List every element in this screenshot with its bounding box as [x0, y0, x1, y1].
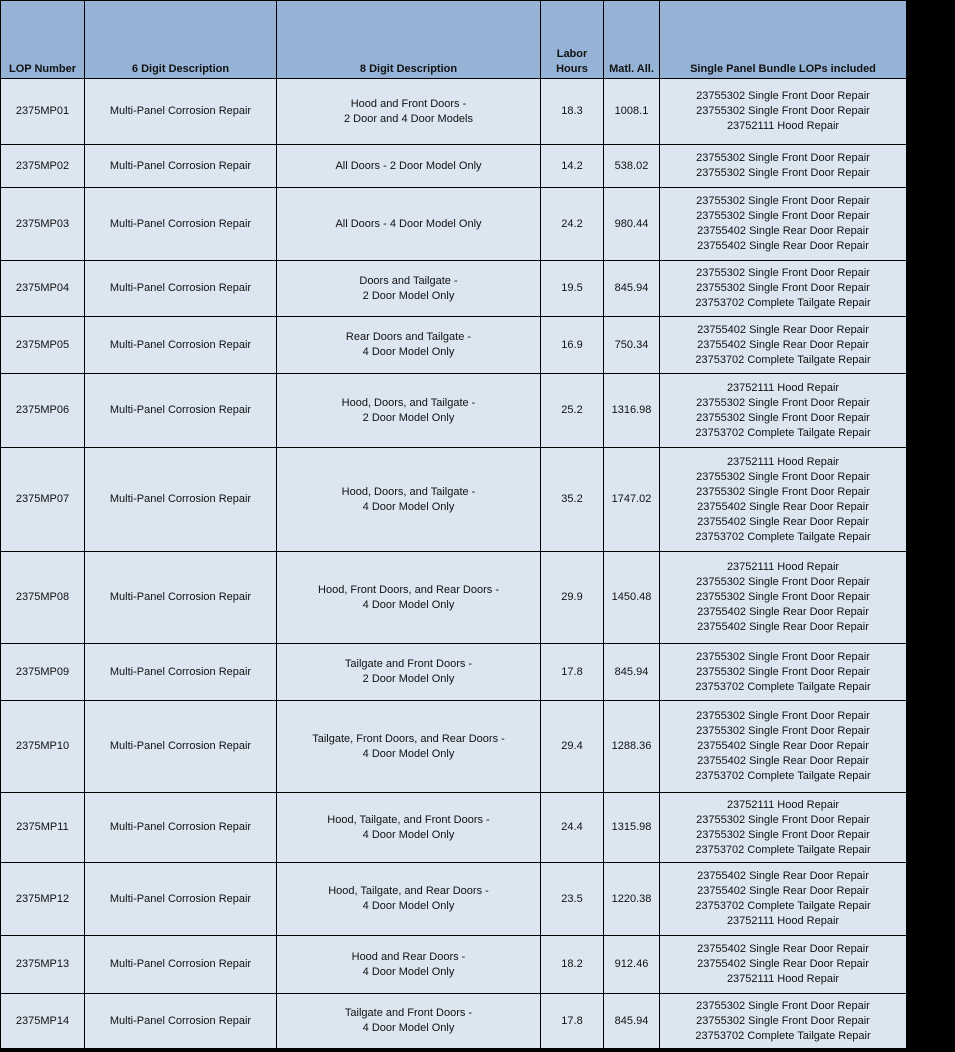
header-single-panel-bundle: Single Panel Bundle LOPs included	[660, 1, 907, 79]
bundle-lop-line: 23755302 Single Front Door Repair	[696, 650, 870, 663]
header-labor-hours	[541, 1, 604, 79]
description-line: 4 Door Model Only	[362, 500, 455, 513]
lop-number-cell: 2375MP03	[1, 188, 85, 261]
six-digit-description-cell: Multi-Panel Corrosion Repair	[85, 374, 277, 448]
bundle-lop-line: 23755402 Single Rear Door Repair	[697, 240, 869, 252]
table-row	[1, 793, 907, 863]
table-row	[1, 374, 907, 448]
matl-all-cell: 845.94	[604, 644, 660, 701]
bundle-lops-cell	[660, 79, 907, 145]
bundle-lop-line: 23755402 Single Rear Door Repair	[697, 958, 869, 970]
description-line: 4 Door Model Only	[362, 346, 455, 358]
bundle-lop-line: 23755302 Single Front Door Repair	[696, 195, 870, 207]
bundle-lop-line: 23755402 Single Rear Door Repair	[697, 621, 869, 633]
bundle-lop-line: 23755302 Single Front Door Repair	[696, 665, 870, 678]
bundle-lops-cell	[660, 188, 907, 261]
lop-number-cell: 2375MP14	[1, 994, 85, 1049]
labor-hours-cell: 24.2	[541, 188, 604, 261]
table-row	[1, 701, 907, 793]
bundle-lop-line: 23755302 Single Front Door Repair	[696, 813, 870, 826]
description-line: Hood, Doors, and Tailgate -	[341, 396, 476, 409]
bundle-lop-line: 23753702 Complete Tailgate Repair	[695, 297, 871, 309]
eight-digit-description-cell	[277, 701, 541, 793]
table-row	[1, 448, 907, 552]
bundle-lop-line: 23755302 Single Front Door Repair	[696, 167, 870, 179]
bundle-lops-cell	[660, 448, 907, 552]
bundle-lop-line: 23755402 Single Rear Door Repair	[697, 500, 869, 513]
matl-all-cell: 1008.1	[604, 79, 660, 145]
description-line: Hood, Tailgate, and Rear Doors -	[328, 885, 489, 897]
header-lop-number: LOP Number	[1, 1, 85, 79]
six-digit-description-cell: Multi-Panel Corrosion Repair	[85, 994, 277, 1049]
eight-digit-description-cell	[277, 448, 541, 552]
matl-all-cell: 1747.02	[604, 448, 660, 552]
bundle-lop-line: 23753702 Complete Tailgate Repair	[695, 1029, 871, 1042]
labor-hours-cell: 24.4	[541, 793, 604, 863]
bundle-lop-line: 23755302 Single Front Door Repair	[696, 210, 870, 222]
bundle-lop-line: 23755402 Single Rear Door Repair	[697, 323, 869, 336]
bundle-lop-line: 23752111 Hood Repair	[726, 798, 840, 811]
description-line: All Doors - 4 Door Model Only	[335, 217, 482, 230]
bundle-lop-line: 23755302 Single Front Door Repair	[696, 282, 870, 294]
matl-all-cell: 845.94	[604, 261, 660, 317]
bundle-lops-cell	[660, 145, 907, 188]
labor-hours-cell: 25.2	[541, 374, 604, 448]
labor-hours-cell: 18.2	[541, 936, 604, 994]
bundle-lops-cell	[660, 317, 907, 374]
description-line: Hood and Rear Doors -	[351, 950, 466, 963]
bundle-lop-line: 23753702 Complete Tailgate Repair	[695, 426, 871, 439]
header-row	[1, 1, 907, 79]
matl-all-cell: 1450.48	[604, 552, 660, 644]
bundle-lop-line: 23752111 Hood Repair	[726, 381, 840, 394]
bundle-lop-line: 23755402 Single Rear Door Repair	[697, 755, 869, 767]
lop-number-cell: 2375MP06	[1, 374, 85, 448]
description-line: Hood, Front Doors, and Rear Doors -	[318, 583, 499, 596]
lop-number-cell: 2375MP08	[1, 552, 85, 644]
labor-hours-cell: 18.3	[541, 79, 604, 145]
bundle-lop-line: 23752111 Hood Repair	[726, 973, 840, 985]
labor-hours-cell: 29.9	[541, 552, 604, 644]
bundle-lop-line: 23752111 Hood Repair	[726, 120, 840, 132]
description-line: All Doors - 2 Door Model Only	[335, 159, 482, 172]
bundle-lop-line: 23752111 Hood Repair	[726, 561, 840, 573]
bundle-lops-cell	[660, 994, 907, 1049]
six-digit-description-cell: Multi-Panel Corrosion Repair	[85, 644, 277, 701]
description-line: 4 Door Model Only	[362, 828, 455, 841]
bundle-lops-cell	[660, 701, 907, 793]
six-digit-description-cell: Multi-Panel Corrosion Repair	[85, 317, 277, 374]
eight-digit-description-cell	[277, 863, 541, 936]
table-row	[1, 994, 907, 1049]
header-6-digit-description: 6 Digit Description	[85, 1, 277, 79]
description-line: Hood and Front Doors -	[350, 97, 467, 110]
eight-digit-description-cell	[277, 79, 541, 145]
bundle-lop-line: 23755402 Single Rear Door Repair	[697, 943, 869, 955]
bundle-lop-line: 23752111 Hood Repair	[726, 455, 840, 468]
matl-all-cell: 980.44	[604, 188, 660, 261]
description-line: 4 Door Model Only	[362, 1022, 455, 1034]
table-row	[1, 188, 907, 261]
bundle-lops-cell	[660, 644, 907, 701]
labor-hours-cell: 16.9	[541, 317, 604, 374]
matl-all-cell: 1220.38	[604, 863, 660, 936]
bundle-lop-line: 23752111 Hood Repair	[726, 915, 840, 927]
description-line: 2 Door Model Only	[362, 411, 455, 424]
labor-hours-cell: 19.5	[541, 261, 604, 317]
description-line: Tailgate and Front Doors -	[344, 658, 473, 670]
eight-digit-description-cell	[277, 188, 541, 261]
description-line: 4 Door Model Only	[362, 598, 455, 611]
lop-number-cell: 2375MP04	[1, 261, 85, 317]
bundle-lop-line: 23755302 Single Front Door Repair	[696, 105, 870, 117]
description-line: Doors and Tailgate -	[359, 274, 458, 287]
matl-all-cell: 845.94	[604, 994, 660, 1049]
table-row	[1, 863, 907, 936]
bundle-lop-line: 23755302 Single Front Door Repair	[696, 411, 870, 424]
bundle-lop-line: 23755302 Single Front Door Repair	[696, 576, 870, 588]
matl-all-cell: 750.34	[604, 317, 660, 374]
labor-hours-cell: 14.2	[541, 145, 604, 188]
bundle-lop-line: 23755302 Single Front Door Repair	[696, 725, 870, 737]
eight-digit-description-cell	[277, 936, 541, 994]
six-digit-description-cell: Multi-Panel Corrosion Repair	[85, 863, 277, 936]
six-digit-description-cell: Multi-Panel Corrosion Repair	[85, 936, 277, 994]
bundle-lop-line: 23755302 Single Front Door Repair	[696, 710, 870, 722]
table-row	[1, 936, 907, 994]
bundle-lops-cell	[660, 374, 907, 448]
eight-digit-description-cell	[277, 261, 541, 317]
lop-number-cell: 2375MP09	[1, 644, 85, 701]
matl-all-cell: 1315.98	[604, 793, 660, 863]
description-line: Hood, Doors, and Tailgate -	[341, 485, 476, 498]
bundle-lop-line: 23755302 Single Front Door Repair	[696, 267, 870, 279]
lop-number-cell: 2375MP13	[1, 936, 85, 994]
bundle-lops-cell	[660, 863, 907, 936]
bundle-lops-cell	[660, 936, 907, 994]
lop-number-cell: 2375MP05	[1, 317, 85, 374]
matl-all-cell: 912.46	[604, 936, 660, 994]
labor-hours-cell: 17.8	[541, 644, 604, 701]
bundle-lop-line: 23755402 Single Rear Door Repair	[697, 606, 869, 618]
table-row	[1, 317, 907, 374]
bundle-lop-line: 23755302 Single Front Door Repair	[696, 1014, 870, 1027]
six-digit-description-cell: Multi-Panel Corrosion Repair	[85, 79, 277, 145]
bundle-lop-line: 23755302 Single Front Door Repair	[696, 591, 870, 603]
six-digit-description-cell: Multi-Panel Corrosion Repair	[85, 188, 277, 261]
table-body	[1, 79, 907, 1049]
bundle-lop-line: 23755302 Single Front Door Repair	[696, 396, 870, 409]
description-line: 2 Door Model Only	[362, 289, 455, 302]
table-row	[1, 552, 907, 644]
bundle-lop-line: 23755302 Single Front Door Repair	[696, 999, 870, 1012]
description-line: 2 Door and 4 Door Models	[343, 112, 473, 125]
eight-digit-description-cell	[277, 317, 541, 374]
bundle-lop-line: 23755402 Single Rear Door Repair	[697, 225, 869, 237]
labor-hours-cell: 29.4	[541, 701, 604, 793]
description-line: Tailgate and Front Doors -	[344, 1007, 473, 1019]
six-digit-description-cell: Multi-Panel Corrosion Repair	[85, 261, 277, 317]
lop-number-cell: 2375MP02	[1, 145, 85, 188]
matl-all-cell: 538.02	[604, 145, 660, 188]
bundle-lop-line: 23753702 Complete Tailgate Repair	[695, 843, 871, 856]
bundle-lop-line: 23755302 Single Front Door Repair	[696, 90, 870, 102]
labor-hours-cell: 17.8	[541, 994, 604, 1049]
bundle-lop-line: 23755302 Single Front Door Repair	[696, 828, 870, 841]
description-line: 4 Door Model Only	[362, 900, 455, 912]
description-line: 4 Door Model Only	[362, 747, 455, 760]
table-row	[1, 145, 907, 188]
six-digit-description-cell: Multi-Panel Corrosion Repair	[85, 552, 277, 644]
header-matl-all: Matl. All.	[604, 1, 660, 79]
matl-all-cell: 1316.98	[604, 374, 660, 448]
six-digit-description-cell: Multi-Panel Corrosion Repair	[85, 145, 277, 188]
lop-number-cell: 2375MP11	[1, 793, 85, 863]
description-line: Hood, Tailgate, and Front Doors -	[327, 813, 490, 826]
bundle-lop-line: 23753702 Complete Tailgate Repair	[695, 530, 871, 543]
table-header	[1, 1, 907, 79]
bundle-lop-line: 23755302 Single Front Door Repair	[696, 152, 870, 164]
eight-digit-description-cell	[277, 793, 541, 863]
bundle-lop-line: 23755402 Single Rear Door Repair	[697, 885, 869, 897]
bundle-lop-line: 23755402 Single Rear Door Repair	[697, 338, 869, 351]
description-line: Tailgate, Front Doors, and Rear Doors -	[312, 732, 505, 745]
header-labor-hours-line: Hours	[556, 63, 588, 75]
six-digit-description-cell: Multi-Panel Corrosion Repair	[85, 793, 277, 863]
bundle-lop-line: 23753702 Complete Tailgate Repair	[695, 353, 871, 366]
lop-number-cell: 2375MP10	[1, 701, 85, 793]
eight-digit-description-cell	[277, 552, 541, 644]
eight-digit-description-cell	[277, 374, 541, 448]
lop-number-cell: 2375MP01	[1, 79, 85, 145]
bundle-lops-cell	[660, 261, 907, 317]
bundle-lop-line: 23755402 Single Rear Door Repair	[697, 740, 869, 752]
bundle-lop-line: 23755402 Single Rear Door Repair	[697, 870, 869, 882]
table-row	[1, 261, 907, 317]
header-labor-hours-line: Labor	[556, 48, 588, 60]
description-line: 2 Door Model Only	[362, 673, 455, 685]
eight-digit-description-cell	[277, 994, 541, 1049]
labor-hours-cell: 23.5	[541, 863, 604, 936]
lop-number-cell: 2375MP07	[1, 448, 85, 552]
description-line: Rear Doors and Tailgate -	[345, 331, 472, 343]
six-digit-description-cell: Multi-Panel Corrosion Repair	[85, 448, 277, 552]
table-row	[1, 644, 907, 701]
six-digit-description-cell: Multi-Panel Corrosion Repair	[85, 701, 277, 793]
matl-all-cell: 1288.36	[604, 701, 660, 793]
bundle-lops-cell	[660, 552, 907, 644]
header-8-digit-description: 8 Digit Description	[277, 1, 541, 79]
lop-number-cell: 2375MP12	[1, 863, 85, 936]
description-line: 4 Door Model Only	[362, 965, 455, 978]
bundle-lops-cell	[660, 793, 907, 863]
bundle-lop-line: 23753702 Complete Tailgate Repair	[695, 900, 871, 912]
eight-digit-description-cell	[277, 644, 541, 701]
bundle-lop-line: 23755402 Single Rear Door Repair	[697, 515, 869, 528]
eight-digit-description-cell	[277, 145, 541, 188]
table-row	[1, 79, 907, 145]
labor-hours-cell: 35.2	[541, 448, 604, 552]
bundle-lop-line: 23753702 Complete Tailgate Repair	[695, 680, 871, 693]
bundle-lop-line: 23755302 Single Front Door Repair	[696, 470, 870, 483]
bundle-lop-line: 23755302 Single Front Door Repair	[696, 485, 870, 498]
bundle-lop-line: 23753702 Complete Tailgate Repair	[695, 770, 871, 782]
